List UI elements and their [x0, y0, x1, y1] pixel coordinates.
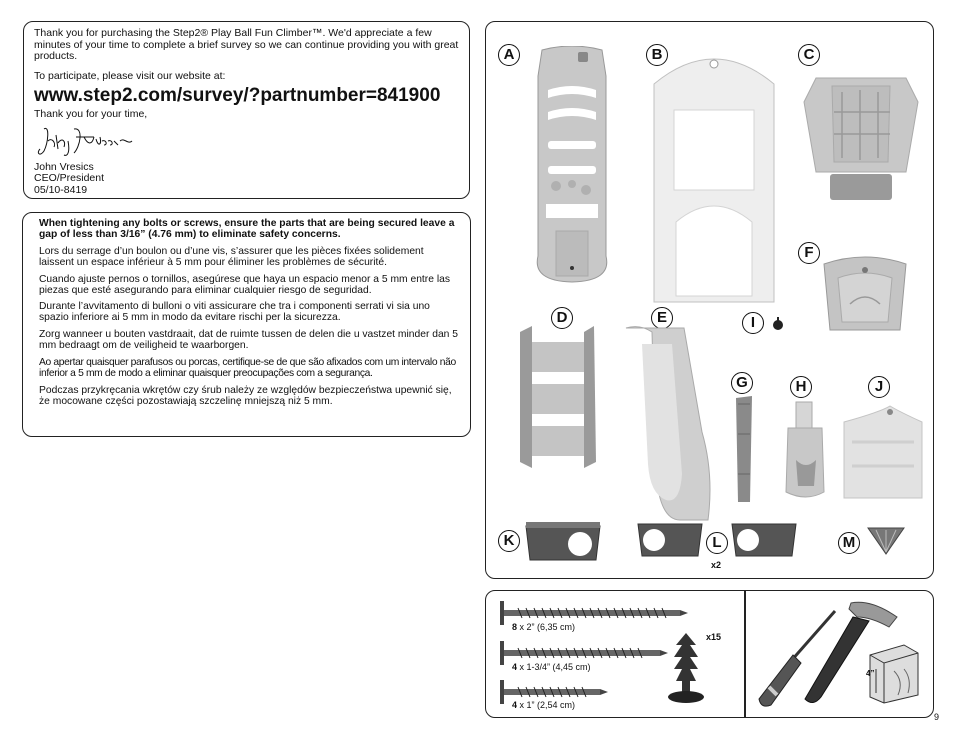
safety-polish: Podczas przykręcania wkrętów czy śrub należy ze względów bezpieczeństwa upewnić się, że mocowane części pozostawiają szczelinę mniejszą niż 5 mm.: [39, 384, 452, 407]
safety-dutch: Zorg wanneer u bouten vastdraait, dat de ruimte tussen de delen die u vastzet minder dan 5 mm bedraagt om de veiligheid te waarborgen.: [39, 329, 458, 352]
hardware-divider: [744, 591, 746, 717]
part-label-i: I: [742, 312, 764, 334]
part-a-panel: [526, 46, 618, 286]
ceo-title: CEO/President: [34, 172, 105, 184]
ceo-name: John Vresics: [34, 160, 94, 173]
parts-box: [485, 21, 934, 579]
part-label-f: F: [798, 242, 820, 264]
part-label-m: M: [838, 532, 860, 554]
survey-intro: Thank you for purchasing the Step2® Play Ball Fun Climber™. We'd appreciate a few minutes of your time to complete a brief survey so we can continue providing you with great products.: [34, 27, 459, 62]
part-m-brace: [864, 522, 908, 558]
safety-portuguese: Ao apertar quaisquer parafusos ou porcas, certifique-se de que são afixados com um intervalo não inferior a 5 mm de modo a eliminar quaisquer preocupações com a segurança.: [39, 357, 456, 379]
hardware-box: [485, 590, 934, 718]
safety-french: Lors du serrage d’un boulon ou d’une vis, s’assurer que les pièces fixées solidement laissent un espace inférieur à 5 mm pour éliminer les problèmes de sécurité.: [39, 245, 424, 268]
part-d-ladder: [514, 322, 600, 472]
page-number: 9: [933, 712, 939, 722]
screw-2in-label: 8 x 2” (6,35 cm): [512, 622, 576, 632]
survey-url[interactable]: www.step2.com/survey/?partnumber=841900: [34, 85, 441, 106]
part-label-b: B: [646, 44, 668, 66]
signature-image: [34, 123, 134, 161]
screw-1-3-4in-label: 4 x 1-3/4” (4,45 cm): [512, 662, 591, 672]
safety-italian: Durante l’avvitamento di bulloni o viti assicurare che tra i componenti serrati vi sia uno spazio inferiore ai 5 mm in modo da evitare rischi per la sicurezza.: [39, 301, 430, 324]
part-k-bracket: [524, 520, 602, 562]
safety-notice-box: [22, 212, 471, 437]
part-label-l: L: [706, 532, 728, 554]
part-label-g: G: [731, 372, 753, 394]
part-label-c: C: [798, 44, 820, 66]
document-code: 05/10-8419: [34, 183, 88, 196]
plug-quantity: x15: [706, 632, 722, 642]
part-e-slide: [620, 324, 714, 524]
push-rivet-plug-icon: [666, 631, 706, 707]
screw-1in-label: 4 x 1” (2,54 cm): [512, 700, 576, 710]
wood-block-size: 4”: [866, 669, 875, 678]
survey-participate: To participate, please visit our website at:: [34, 69, 226, 82]
part-b-arch-panel: [650, 50, 778, 308]
safety-english: When tightening any bolts or screws, ensure the parts that are being secured leave a gap of less than 3/16” (4.76 mm) to eliminate safety concerns.: [39, 218, 455, 240]
part-label-d: D: [551, 307, 573, 329]
part-h-connector: [782, 400, 828, 502]
part-j-seat: [840, 402, 926, 502]
part-i-cap: [772, 316, 784, 332]
part-l-quantity: x2: [711, 560, 722, 570]
part-label-h: H: [790, 376, 812, 398]
part-label-e: E: [651, 307, 673, 329]
part-f-ball-basket: [818, 250, 912, 340]
safety-spanish: Cuando ajuste pernos o tornillos, asegúrese que haya un espacio menor a 5 mm entre las piezas que esté asegurando para eliminar cualquier riesgo de seguridad.: [39, 273, 450, 296]
part-l-bracket-1: [636, 520, 704, 558]
part-label-a: A: [498, 44, 520, 66]
survey-box: [23, 21, 470, 199]
part-label-j: J: [868, 376, 890, 398]
part-g-post: [732, 394, 756, 506]
survey-thanks: Thank you for your time,: [34, 108, 148, 120]
part-label-k: K: [498, 530, 520, 552]
part-l-bracket-2: [730, 520, 798, 558]
part-c-climbing-panel: [802, 72, 920, 207]
